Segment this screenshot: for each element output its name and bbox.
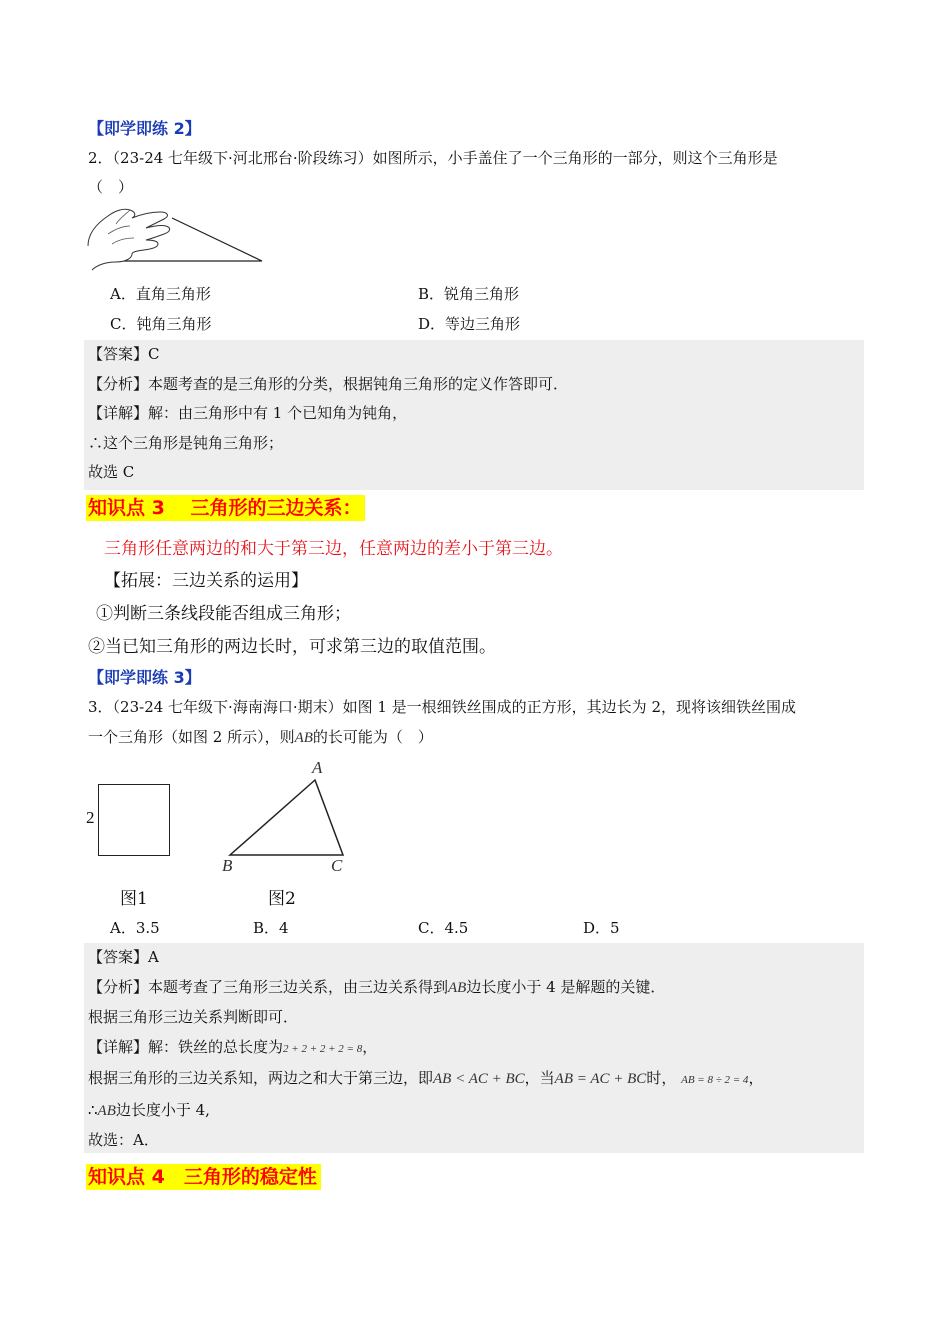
analysis-3: 【分析】本题考查了三角形三边关系，由三边关系得到AB边长度小于 4 是解题的关键． xyxy=(88,977,666,996)
detail-2: 【详解】解：由三角形中有 1 个已知角为钝角， xyxy=(88,404,408,422)
practice-label-3: 【即学即练 3】 xyxy=(88,668,201,687)
choice-2: 故选 C xyxy=(88,463,135,481)
answer-3: 【答案】A xyxy=(88,948,159,966)
figure-1-square xyxy=(98,784,170,856)
figure-1-caption: 图1 xyxy=(120,889,148,909)
question-3-stem-2: 一个三角形（如图 2 所示），则AB的长可能为（ ） xyxy=(88,728,433,746)
answer-block-3 xyxy=(84,943,864,1153)
figure-2-triangle xyxy=(226,778,346,858)
answer-2: 【答案】C xyxy=(88,345,160,363)
q2-option-a[interactable]: A．直角三角形 xyxy=(110,285,211,303)
extension-item-1: ①判断三条线段能否组成三角形； xyxy=(96,604,351,624)
square-side-label: 2 xyxy=(86,808,95,827)
choice-3: 故选：A． xyxy=(88,1131,159,1149)
knowledge-point-4-title: 知识点 4 三角形的稳定性 xyxy=(86,1164,321,1190)
relation-3: 根据三角形的三边关系知，两边之和大于第三边，即AB < AC + BC，当AB = AC + BC时， AB = 8 ÷ 2 = 4， xyxy=(88,1069,764,1087)
figure-2-caption: 图2 xyxy=(268,889,296,909)
therefore-2: ∴这个三角形是钝角三角形； xyxy=(88,433,284,452)
question-2-blank: （ ） xyxy=(88,178,134,196)
analysis-2: 【分析】本题考查的是三角形的分类，根据钝角三角形的定义作答即可． xyxy=(88,374,569,393)
extension-item-2: ②当已知三角形的两边长时，可求第三边的取值范围。 xyxy=(88,637,496,657)
q2-option-d[interactable]: D．等边三角形 xyxy=(418,315,521,333)
detail-3: 【详解】解：铁丝的总长度为2 + 2 + 2 + 2 = 8， xyxy=(88,1037,378,1056)
knowledge-point-3-title: 知识点 3 三角形的三边关系： xyxy=(86,495,365,521)
practice-label-2: 【即学即练 2】 xyxy=(88,119,201,138)
q3-option-b[interactable]: B．4 xyxy=(253,919,289,937)
question-2-stem: 2．（23-24 七年级下·河北邢台·阶段练习）如图所示，小手盖住了一个三角形的一部分，则这个三角形是 xyxy=(88,149,778,167)
hand-triangle-figure xyxy=(86,204,266,272)
analysis-3b: 根据三角形三边关系判断即可． xyxy=(88,1008,299,1026)
answer-block-2 xyxy=(84,340,864,490)
q3-option-a[interactable]: A．3.5 xyxy=(110,919,160,937)
vertex-c-label: C xyxy=(331,856,343,875)
therefore-3: ∴AB边长度小于 4, xyxy=(88,1100,210,1119)
extension-heading: 【拓展：三边关系的运用】 xyxy=(104,571,308,591)
q2-option-b[interactable]: B．锐角三角形 xyxy=(418,285,520,303)
q3-option-c[interactable]: C．4.5 xyxy=(418,919,469,937)
q2-option-c[interactable]: C．钝角三角形 xyxy=(110,315,212,333)
question-3-stem: 3．（23-24 七年级下·海南海口·期末）如图 1 是一根细铁丝围成的正方形，其边长为 2，现将该细铁丝围成 xyxy=(88,698,796,716)
q3-option-d[interactable]: D．5 xyxy=(583,919,620,937)
vertex-b-label: B xyxy=(222,856,233,875)
vertex-a-label: A xyxy=(312,758,323,777)
triangle-inequality-rule: 三角形任意两边的和大于第三边，任意两边的差小于第三边。 xyxy=(104,539,563,559)
